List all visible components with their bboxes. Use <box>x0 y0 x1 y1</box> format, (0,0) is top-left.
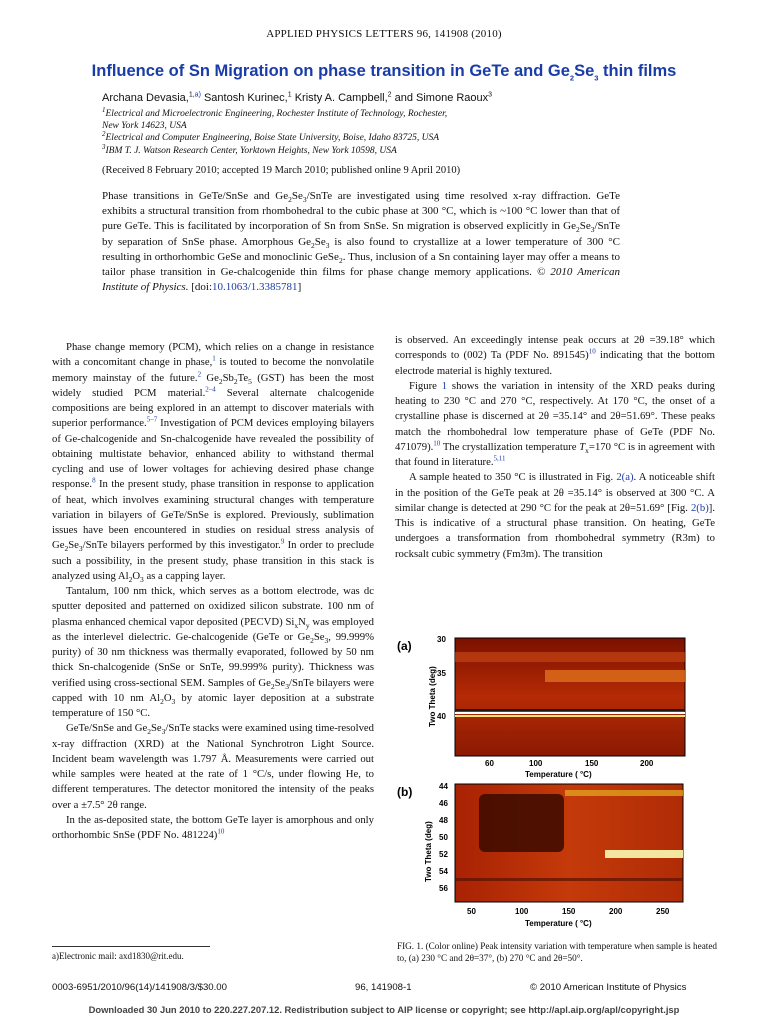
panel-b-xtick: 200 <box>609 907 623 916</box>
panel-b-ytick: 44 <box>439 782 448 791</box>
journal-header: APPLIED PHYSICS LETTERS 96, 141908 (2010) <box>266 28 502 40</box>
left-column: Phase change memory (PCM), which relies on a change in resistance with a concomitant change in phase,$^1$ is touted to become the nonvolatile memory mainstay of the future.$^2$ $Ge_2Sb_2Te_5$ (GST) has been the most widely studied PCM material.$^{2-4}$ Several alternate chalcogenide compositions are being explored in an attempt to discover materials with superior performance.$^{5-7}$ Investigation of PCM devices employing bilayers of Ge-chalcogenide and Sn-chalcogenide have revealed the possibility of obtaining multistate behavior, enhanced ability to withstand thermal cycling and use of lower voltages for achieving desired phase change response.$^8$ In the present study, phase transition in response to application of heat, which involves examining structural changes with temperature variation in bilayers of GeTe/SnSe is explored. Previously, sublimation issues have been encountered in studies on residual stress analysis of $Ge_2Se_3$/SnTe bilayers performed by this investigator.$^9$ In order to preclude such a possibility, in the present study, phase transition in this stack is analyzed using $Al_2O_3$ as a capping layer. Tantalum, 100 nm thick, which serves as a bottom electrode, was dc sputter deposited and patterned on oxidized silicon substrate. 100 nm of plasma enhanced chemical vapor deposited (PECVD) $Si_xN_y$ was employed as the interlevel dielectric. Ge-chalcogenide (GeTe or $Ge_2Se_3$, 99.999% purity) of 30 nm thickness was thermally evaporated, followed by 50 nm thick Sn-chalcogenide (SnSe or SnTe, 99.999% purity). Thickness was verified using cross-sectional SEM. Samples of $Ge_2Se_3$/SnTe bilayers were capped with 10 nm $Al_2O_3$ by atomic layer deposition at a substrate temperature of 150 °C. GeTe/SnSe and $Ge_2Se_3$/SnTe stacks were examined using time-resolved x-ray diffraction (XRD) at the National Synchrotron Light Source. Incident beam wavelength was 1.797 Å. Measurements were carried out while samples were heated at the rate of 1 °C/s, under flowing He, to different temperatures. The detector monitored the intensity of the peaks over a ±7.5° 2θ range. In the as-deposited state, the bottom GeTe layer is amorphous and only orthorhombic SnSe (PDF No. 481224)$^{10}$ <box>52 341 375 841</box>
panel-a-ta-peak-shadow <box>455 715 685 717</box>
panel-a-xticks <box>485 759 654 768</box>
panel-a-xtick: 200 <box>640 759 654 768</box>
footer-copyright: © 2010 American Institute of Physics <box>530 982 687 993</box>
panel-b-xtick: 50 <box>467 907 476 916</box>
panel-a-ytick: 35 <box>437 669 446 678</box>
panel-b-top-band <box>565 790 683 796</box>
footer-page: 96, 141908-1 <box>355 982 412 993</box>
right-column: is observed. An exceedingly intense peak occurs at 2θ =39.18° which corresponds to (002) Ta (PDF No. 891545)$^{10}$ indicating that the bottom electrode material is highly textured. Figure 1 shows the variation in intensity of the XRD peaks during heating to 230 °C and 270 °C, respectively. At 170 °C, the onset of a crystalline phase is discerned at 2θ =35.14° and 2θ=51.69°. These peaks match the rhombohedral low temperature phase of GeTe (PDF No. 471079).$^{10}$ The crystallization temperature $T_x=170$ °C is in agreement with that found in literature.$^{5,11}$ A sample heated to 350 °C is illustrated in Fig. 2(a). A noticeable shift in the position of the GeTe peak at 2θ =35.14° is observed at 300 °C. A similar change is detected at 290 °C for the peak at 2θ=51.69° [Fig. 2(b)]. This is indicative of a structural phase transition. On heating, GeTe undergoes a transformation from rhombohedral symmetry (R3m) to rocksalt cubic symmetry (Fm3m). The transition <box>395 334 716 560</box>
panel-a-ta-peak-edge <box>455 709 685 711</box>
panel-b-xtick: 100 <box>515 907 529 916</box>
panel-b-label: (b) <box>397 785 413 799</box>
affiliation-1: $^1$Electrical and Microelectronic Engineering, Rochester Institute of Technology, Rochester, New York 14623, USA <box>102 105 448 131</box>
panel-b-gete-peak <box>605 850 683 858</box>
panel-b-yticks <box>439 782 448 893</box>
panel-b-lower-band <box>455 878 683 881</box>
panel-a-label: (a) <box>397 639 412 653</box>
panel-b-ytick: 54 <box>439 867 448 876</box>
panel-a-yticks <box>437 635 446 721</box>
panel-a-ylabel: Two Theta (deg) <box>428 666 437 727</box>
panel-b-ytick: 48 <box>439 816 448 825</box>
footnote: a)Electronic mail: axd1830@rit.edu. <box>52 951 184 961</box>
panel-a-gete-peak <box>545 670 685 682</box>
panel-a-xtick: 100 <box>529 759 543 768</box>
panel-b-ytick: 46 <box>439 799 448 808</box>
download-notice: Downloaded 30 Jun 2010 to 220.227.207.12. Redistribution subject to AIP license or copyright; see http://apl.aip.org/apl/copyright.jsp <box>88 1004 680 1015</box>
doi-link[interactable]: 10.1063/1.3385781 <box>212 281 298 294</box>
panel-a-xtick: 150 <box>585 759 599 768</box>
panel-b-xtick: 150 <box>562 907 576 916</box>
panel-b-ytick: 50 <box>439 833 448 842</box>
panel-a-xlabel: Temperature ( °C) <box>525 770 592 779</box>
panel-b-ylabel: Two Theta (deg) <box>424 821 433 882</box>
article-title: Influence of Sn Migration on phase transition in GeTe and $Ge_2Se_3$ thin films <box>91 62 677 83</box>
panel-a-ta-peak <box>455 712 685 714</box>
panel-b-xtick: 250 <box>656 907 670 916</box>
panel-b-dark-region <box>479 794 564 852</box>
figure-caption: FIG. 1. (Color online) Peak intensity variation with temperature when sample is heated to, (a) 230 °C and 2θ=37°, (b) 270 °C and 2θ=50°. <box>397 941 717 963</box>
figure-1 <box>395 632 725 937</box>
footnote-divider <box>52 946 210 947</box>
affiliation-3: $^3$IBM T. J. Watson Research Center, Yorktown Heights, New York 10598, USA <box>102 142 397 156</box>
panel-b-xlabel: Temperature ( °C) <box>525 919 592 928</box>
panel-a-band <box>455 652 685 662</box>
panel-b-xticks <box>467 907 670 916</box>
footer-issn: 0003-6951/2010/96(14)/141908/3/$30.00 <box>52 982 227 993</box>
abstract: Phase transitions in GeTe/SnSe and $Ge_2Se_3$/SnTe are investigated using time resolved x-ray diffraction. GeTe exhibits a structural transition from rhombohedral to the cubic phase at 300 °C, which is ~100 °C lower than that of pure GeTe. This is facilitated by incorporation of Sn from SnSe. Sn migration is observed explicitly in $Ge_2Se_3$/SnTe by separation of SnSe phase. Amorphous $Ge_2Se_3$ is also found to crystallize at a lower temperature of 300 °C resulting in orthorhombic GeSe and monoclinic GeSe$_2$. Thus, inclusion of a Sn containing layer may offer a means to tailor phase transition in Ge-chalcogenide thin films for phase change memory applications. © 2010 American Institute of Physics. [doi:10.1063/1.3385781] <box>102 190 620 294</box>
panel-a-ytick: 30 <box>437 635 446 644</box>
panel-a-ytick: 40 <box>437 712 446 721</box>
received-dates: (Received 8 February 2010; accepted 19 March 2010; published online 9 April 2010) <box>102 165 461 176</box>
panel-b-ytick: 52 <box>439 850 448 859</box>
author-list: Archana Devasia,$^{1,a)}$ Santosh Kurinec,$^1$ Kristy A. Campbell,$^2$ and Simone Raoux$^3$ <box>102 91 493 104</box>
panel-b-ytick: 56 <box>439 884 448 893</box>
panel-a-xtick: 60 <box>485 759 494 768</box>
affiliation-2: $^2$Electrical and Computer Engineering, Boise State University, Boise, Idaho 83725, USA <box>102 129 440 143</box>
